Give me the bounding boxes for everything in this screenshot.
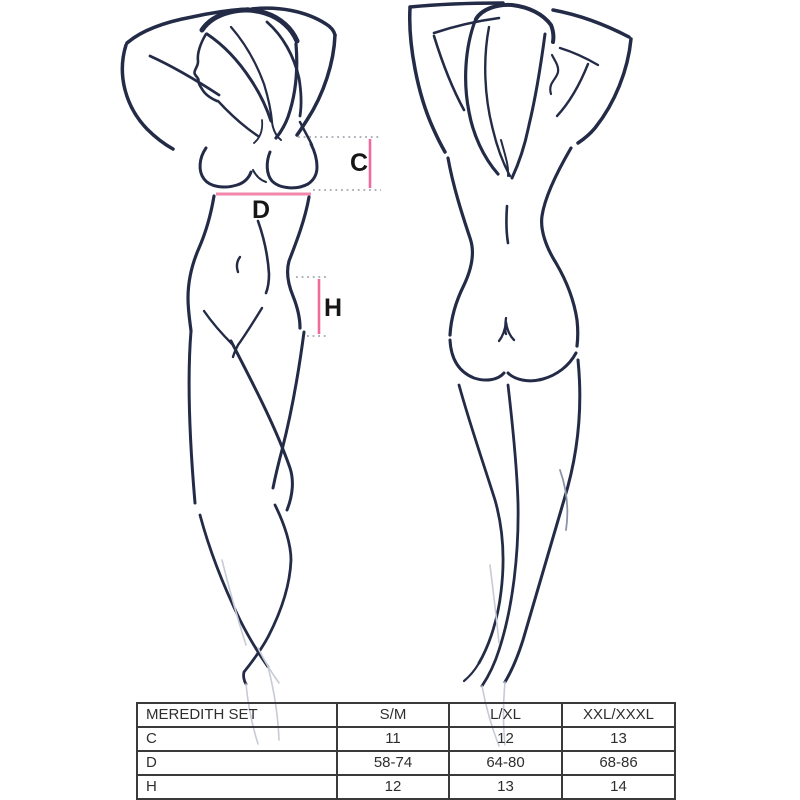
front-left-breast [200,148,251,187]
value-d-lxl: 64-80 [449,751,562,775]
table-header-size-sm: S/M [337,703,449,727]
front-torso-left [188,196,214,331]
back-crack [499,318,514,341]
table-header-size-xxl: XXL/XXXL [562,703,675,727]
back-left-cheek [450,340,504,380]
size-table [136,702,676,800]
back-figure [410,3,631,746]
front-figure [122,8,335,744]
back-right-arm-inner [557,64,588,116]
front-right-shin [244,505,291,684]
back-left-foot [464,663,479,681]
value-h-lxl: 13 [449,775,562,799]
back-torso-right [542,148,578,346]
front-hair-tip-b [254,120,262,143]
back-left-upper-arm [410,8,445,152]
table-row-h [137,775,675,799]
back-spine [506,206,508,243]
underbust-measure-d [216,194,311,224]
back-hair-inner [485,27,510,176]
front-left-thigh-outer [189,331,195,503]
hip-measure-h [296,277,342,336]
row-label-c: C [137,727,337,751]
value-h-sm: 12 [337,775,449,799]
front-right-upper-arm [297,35,335,135]
front-inner-thigh [231,341,292,510]
back-right-leg-outer [505,360,580,682]
back-face-profile [550,55,558,94]
back-right-forearm-inner [560,48,598,65]
back-right-cheek [508,353,576,381]
back-left-arm-inner [434,36,464,110]
row-label-d: D [137,751,337,775]
front-left-shin [200,515,268,667]
front-groin-right [233,308,262,357]
back-right-upper-arm [578,39,631,143]
table-header-row [137,703,675,727]
front-groin-left [204,311,233,345]
back-hair-left-edge [466,21,498,174]
front-neck-line [218,101,258,136]
front-right-breast [267,144,317,188]
back-right-forearm-outer [553,10,629,37]
front-right-armpit [300,122,312,145]
front-navel [237,257,240,272]
front-hair-top [202,10,297,41]
value-d-xxl: 68-86 [562,751,675,775]
front-cleavage [253,170,266,182]
value-c-sm: 11 [337,727,449,751]
front-left-forearm-inner [150,56,219,95]
front-left-upper-arm [122,45,173,149]
table-header-product-name: MEREDITH SET [137,703,337,727]
row-label-h: H [137,775,337,799]
back-hair-right-edge [512,34,545,178]
back-torso-left [448,158,472,335]
table-header-size-lxl: L/XL [449,703,562,727]
value-h-xxl: 14 [562,775,675,799]
front-torso-right [288,197,309,328]
table-row-c [137,727,675,751]
front-abdomen-line [258,221,269,293]
table-row-d [137,751,675,775]
back-inner-legs [482,385,518,686]
value-c-xxl: 13 [562,727,675,751]
value-d-sm: 58-74 [337,751,449,775]
hip-label: H [324,294,343,322]
bust-label: C [350,149,369,177]
value-c-lxl: 12 [449,727,562,751]
underbust-label: D [252,196,271,224]
